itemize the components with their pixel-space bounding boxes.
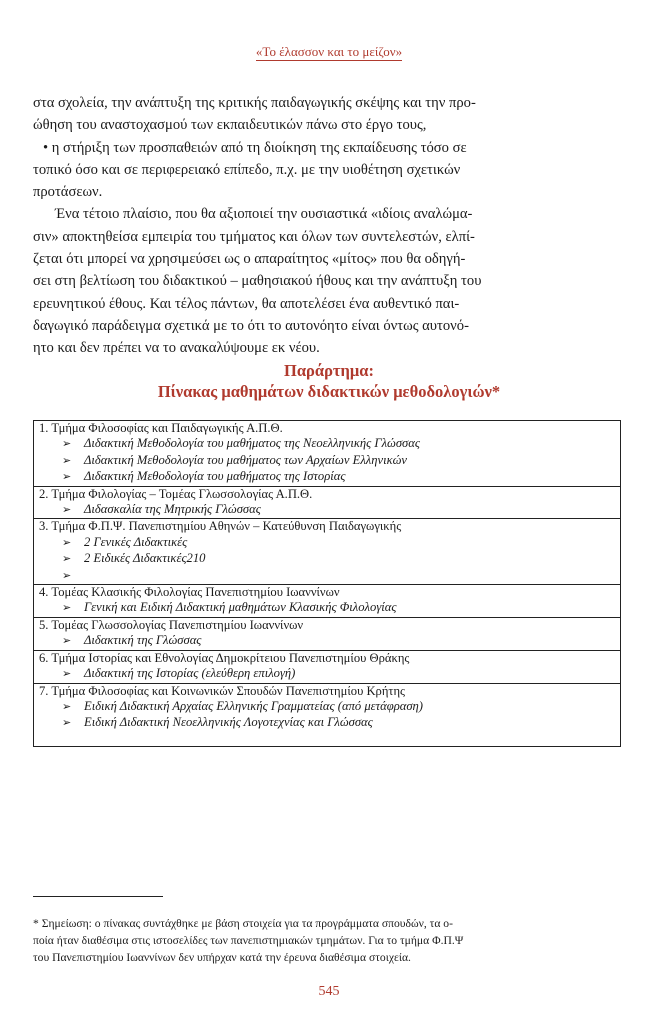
course-label: Διδακτική της Ιστορίας (ελεύθερη επιλογή): [84, 666, 296, 681]
arrow-bullet-icon: ➢: [62, 700, 72, 713]
footnote-line: * Σημείωση: ο πίνακας συντάχθηκε με βάση στοιχεία για τα προγράμματα σπουδών, τα ο-: [33, 917, 453, 930]
course-row: [34, 436, 621, 452]
course-table: [33, 420, 621, 747]
arrow-bullet-icon: ➢: [62, 635, 72, 648]
course-label: Ειδική Διδακτική Νεοελληνικής Λογοτεχνίας και Γλώσσας: [84, 715, 373, 730]
arrow-bullet-icon: ➢: [62, 438, 72, 451]
course-label: Ειδική Διδακτική Αρχαίας Ελληνικής Γραμματείας (από μετάφραση): [84, 698, 424, 713]
arrow-bullet-icon: ➢: [62, 504, 72, 517]
table-cell: [34, 732, 621, 747]
text-line: Ένα τέτοιο πλαίσιο, που θα αξιοποιεί την ουσιαστικά «ιδίοις αναλώμα-: [55, 206, 473, 223]
department-label: 1. Τμήμα Φιλοσοφίας και Παιδαγωγικής Α.Π.Θ.: [39, 421, 283, 435]
course-row: [34, 551, 621, 567]
footnote-divider: [33, 896, 163, 897]
table-cell: [34, 551, 621, 567]
course-row: [34, 633, 621, 650]
paragraph-1: [33, 92, 623, 137]
arrow-bullet-icon: ➢: [62, 471, 72, 484]
course-row: [34, 469, 621, 486]
text-line: ζεται ότι μπορεί να χρησιμεύσει ως ο απαραίτητος «μίτος» που θα οδηγή-: [33, 251, 466, 268]
course-label: Διδασκαλία της Μητρικής Γλώσσας: [84, 502, 261, 517]
department-row: [34, 617, 621, 633]
running-header: [0, 44, 658, 60]
text-line: προτάσεων.: [33, 184, 103, 201]
department-row: [34, 683, 621, 699]
department-row: [34, 519, 621, 535]
table-cell: [34, 666, 621, 683]
table-cell: [34, 650, 621, 666]
table-cell: [34, 617, 621, 633]
text-line: ερευνητικού έθους. Και τέλος πάντων, θα αποτελέσει ένα αυθεντικό παι-: [33, 295, 460, 312]
department-label: 7. Τμήμα Φιλοσοφίας και Κοινωνικών Σπουδών Πανεπιστημίου Κρήτης: [39, 683, 406, 698]
course-row: [34, 600, 621, 617]
text-line: σει στη βελτίωση του διδακτικού – μαθησιακού ήθους και την ανάπτυξη του: [33, 273, 482, 290]
blank-row: [34, 732, 621, 747]
department-label: 3. Τμήμα Φ.Π.Ψ. Πανεπιστημίου Αθηνών – Κατεύθυνση Παιδαγωγικής: [39, 519, 402, 534]
table-cell: [34, 715, 621, 731]
appendix-subtitle: Πίνακας μαθημάτων διδακτικών μεθοδολογιών*: [157, 382, 501, 401]
text-line: • η στήριξη των προσπαθειών από τη διοίκηση της εκπαίδευσης τόσο σε: [43, 139, 467, 156]
arrow-bullet-icon: ➢: [62, 668, 72, 681]
table-cell: [34, 502, 621, 519]
text-line: στα σχολεία, την ανάπτυξη της κριτικής παιδαγωγικής σκέψης και την προ-: [33, 95, 476, 111]
table-cell: [34, 568, 621, 585]
department-label: 4. Τομέας Κλασικής Φιλολογίας Πανεπιστημίου Ιωαννίνων: [39, 585, 340, 600]
table-cell: [34, 535, 621, 551]
department-label: 6. Τμήμα Ιστορίας και Εθνολογίας Δημοκρίτειου Πανεπιστημίου Θράκης: [39, 650, 410, 665]
text-line: δαγωγικό παράδειγμα σχετικά με το ότι το αυτονόητο είναι όντως αυτονό-: [33, 317, 469, 334]
arrow-bullet-icon: ➢: [62, 553, 72, 566]
body-text: [33, 92, 623, 360]
course-label: 2 Γενικές Διδακτικές: [84, 534, 188, 549]
course-row: [34, 715, 621, 731]
course-label: Γενική και Ειδική Διδακτική μαθημάτων Κλασικής Φιλολογίας: [84, 600, 397, 615]
table-cell: [34, 699, 621, 715]
table-cell: [34, 519, 621, 535]
paragraph-2-bullet: [33, 137, 623, 204]
course-row: [34, 502, 621, 519]
arrow-bullet-icon: ➢: [62, 602, 72, 615]
appendix-heading: [0, 360, 658, 402]
department-row: [34, 421, 621, 437]
course-row: [34, 568, 621, 585]
table-cell: [34, 600, 621, 617]
text-line: ητο και δεν πρέπει να το ανακαλύψουμε εκ νέου.: [33, 340, 320, 357]
page-number: 545: [318, 984, 340, 999]
course-label: Διδακτική Μεθοδολογία του μαθήματος της Ιστορίας: [84, 469, 346, 484]
course-row: [34, 453, 621, 469]
footnote-line: ποία ήταν διαθέσιμα στις ιστοσελίδες των πανεπιστημιακών τμημάτων. Για το τμήμα Φ.Π.Ψ: [33, 934, 464, 947]
course-label: Διδακτική της Γλώσσας: [84, 633, 202, 648]
arrow-bullet-icon: ➢: [62, 717, 72, 730]
running-title: «Το έλασσον και το μείζον»: [255, 44, 403, 59]
table-cell: [34, 469, 621, 486]
paragraph-3: [33, 203, 623, 359]
course-row: [34, 666, 621, 683]
appendix-title: Παράρτημα:: [284, 361, 374, 380]
table-cell: [34, 683, 621, 699]
course-label: Διδακτική Μεθοδολογία του μαθήματος της Νεοελληνικής Γλώσσας: [84, 436, 420, 451]
table-cell: [34, 633, 621, 650]
table-cell: [34, 486, 621, 502]
course-label: 2 Ειδικές Διδακτικές210: [84, 551, 206, 566]
arrow-bullet-icon: ➢: [62, 569, 72, 582]
department-label: 5. Τομέας Γλωσσολογίας Πανεπιστημίου Ιωαννίνων: [39, 617, 304, 632]
text-line: ώθηση του αναστοχασμού των εκπαιδευτικών πάνω στο έργο τους,: [33, 117, 427, 134]
course-row: [34, 699, 621, 715]
department-label: 2. Τμήμα Φιλολογίας – Τομέας Γλωσσολογίας Α.Π.Θ.: [39, 486, 313, 501]
text-line: σιν» αποκτηθείσα εμπειρία του τμήματος και όλων των συντελεστών, ελπί-: [33, 228, 475, 245]
table-cell: [34, 585, 621, 601]
table-cell: [34, 436, 621, 452]
footnote: [33, 915, 623, 966]
footnote-line: του Πανεπιστημίου Ιωαννίνων δεν υπήρχαν κατά την έρευνα διαθέσιμα στοιχεία.: [33, 951, 411, 964]
text-line: τοπικό όσο και σε περιφερειακό επίπεδο, π.χ. με την υιοθέτηση σχετικών: [33, 161, 461, 178]
department-row: [34, 585, 621, 601]
course-row: [34, 535, 621, 551]
course-label: Διδακτική Μεθοδολογία του μαθήματος των Αρχαίων Ελληνικών: [84, 452, 408, 467]
table-cell: [34, 421, 621, 437]
department-row: [34, 650, 621, 666]
department-row: [34, 486, 621, 502]
arrow-bullet-icon: ➢: [62, 454, 72, 467]
table-cell: [34, 453, 621, 469]
arrow-bullet-icon: ➢: [62, 536, 72, 549]
